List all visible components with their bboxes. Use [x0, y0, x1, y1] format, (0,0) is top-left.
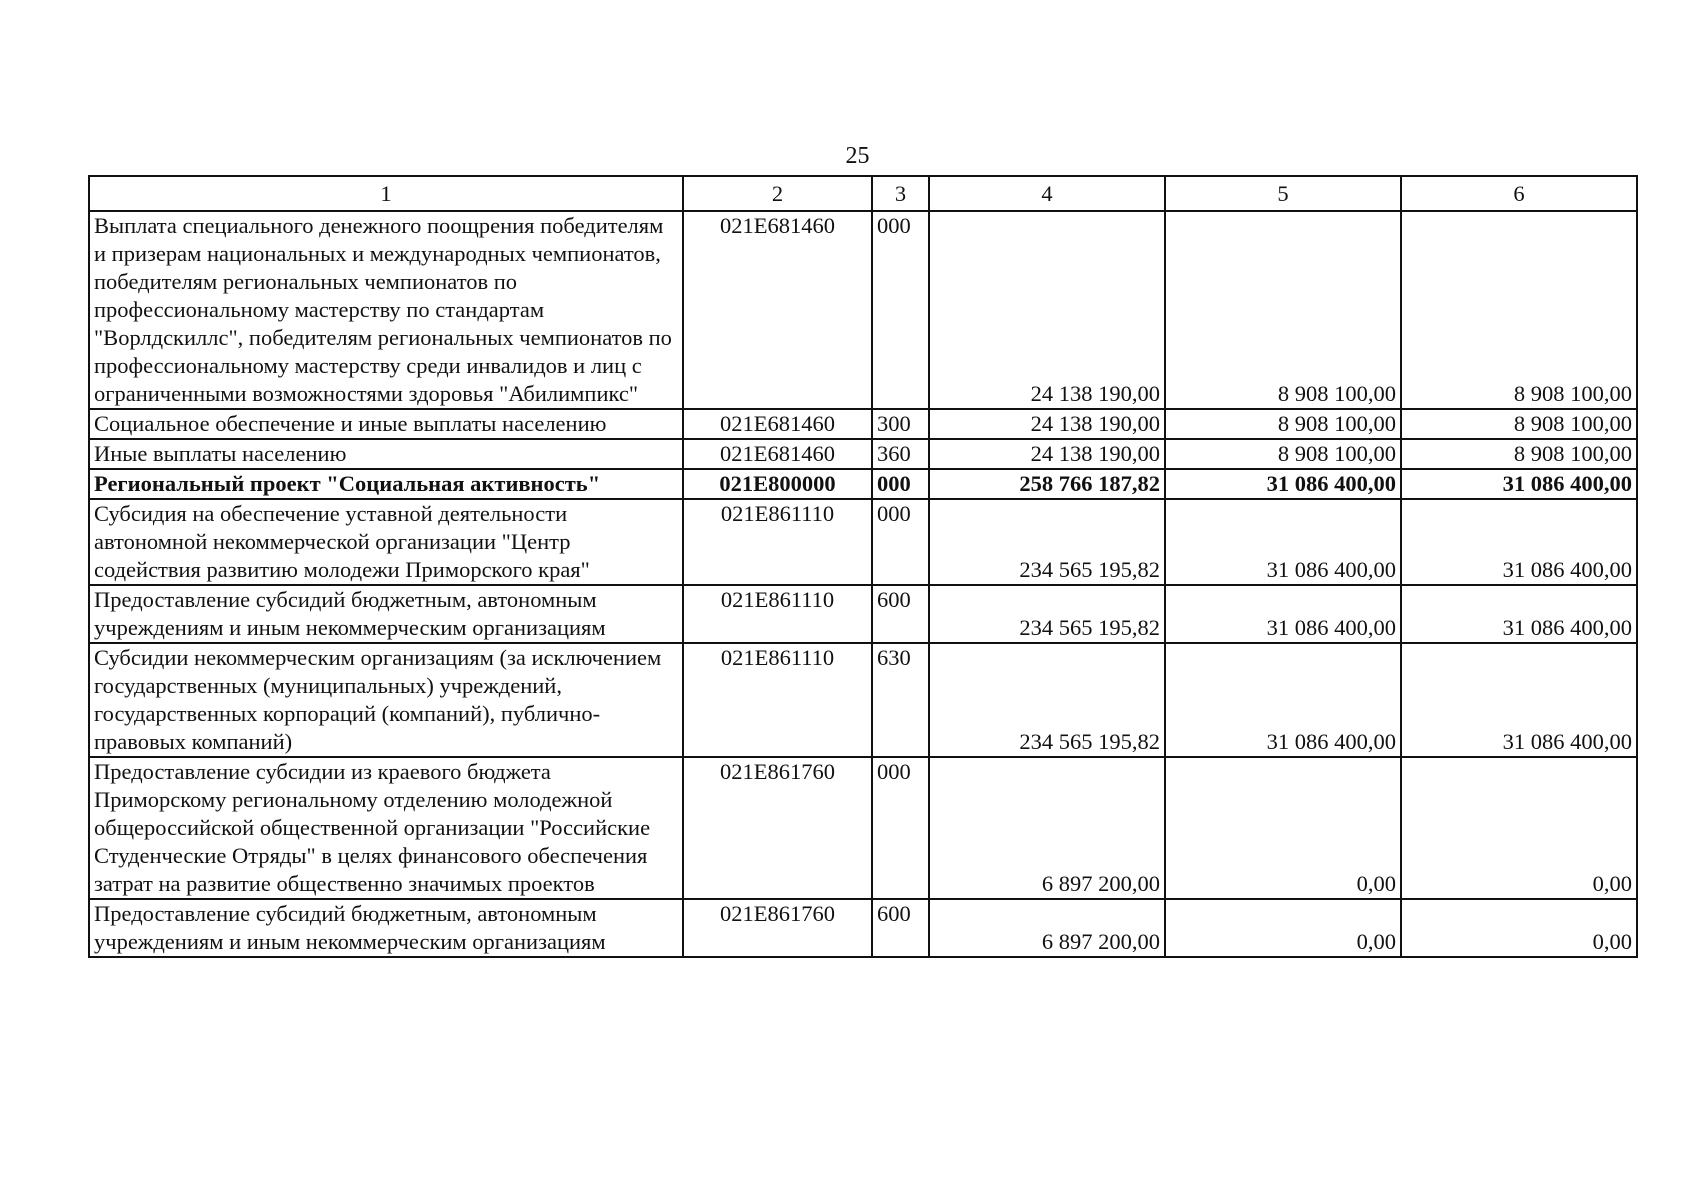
amount-col-6: 0,00	[1401, 899, 1637, 957]
target-code: 021Е861760	[683, 899, 872, 957]
target-code: 021Е861760	[683, 757, 872, 899]
table-row	[89, 499, 1637, 585]
expense-kind: 000	[872, 469, 929, 499]
amount-col-5: 8 908 100,00	[1165, 439, 1401, 469]
row-name: Региональный проект "Социальная активность"	[89, 469, 683, 499]
column-number: 6	[1401, 176, 1637, 211]
target-code: 021Е681460	[683, 439, 872, 469]
expense-kind: 000	[872, 499, 929, 585]
row-name: Субсидии некоммерческим организациям (за исключением государственных (муниципальных) учреждений, государственных корпораций (компаний), публично-правовых компаний)	[89, 643, 683, 757]
column-number-row	[89, 176, 1637, 211]
amount-col-4: 258 766 187,82	[929, 469, 1165, 499]
amount-col-6: 31 086 400,00	[1401, 643, 1637, 757]
amount-col-5: 31 086 400,00	[1165, 643, 1401, 757]
target-code: 021Е681460	[683, 211, 872, 409]
amount-col-4: 234 565 195,82	[929, 499, 1165, 585]
amount-col-4: 6 897 200,00	[929, 757, 1165, 899]
expense-kind: 300	[872, 409, 929, 439]
row-name: Субсидия на обеспечение уставной деятельности автономной некоммерческой организации "Центр содействия развитию молодежи Приморского края"	[89, 499, 683, 585]
amount-col-5: 8 908 100,00	[1165, 211, 1401, 409]
target-code: 021Е861110	[683, 585, 872, 643]
amount-col-6: 31 086 400,00	[1401, 499, 1637, 585]
table-row	[89, 439, 1637, 469]
amount-col-4: 24 138 190,00	[929, 439, 1165, 469]
column-number: 3	[872, 176, 929, 211]
expense-kind: 600	[872, 585, 929, 643]
expense-kind: 630	[872, 643, 929, 757]
amount-col-4: 6 897 200,00	[929, 899, 1165, 957]
amount-col-5: 31 086 400,00	[1165, 469, 1401, 499]
amount-col-5: 0,00	[1165, 757, 1401, 899]
expense-kind: 000	[872, 757, 929, 899]
amount-col-6: 0,00	[1401, 757, 1637, 899]
page-number: 25	[845, 143, 870, 169]
row-name: Предоставление субсидий бюджетным, автономным учреждениям и иным некоммерческим организациям	[89, 585, 683, 643]
amount-col-5: 31 086 400,00	[1165, 499, 1401, 585]
table-row	[89, 211, 1637, 409]
expense-kind: 600	[872, 899, 929, 957]
row-name: Предоставление субсидий бюджетным, автономным учреждениям и иным некоммерческим организациям	[89, 899, 683, 957]
table-row	[89, 643, 1637, 757]
table-row-project-total	[89, 469, 1637, 499]
column-number: 1	[89, 176, 683, 211]
budget-table	[88, 175, 1638, 958]
target-code: 021Е681460	[683, 409, 872, 439]
column-number: 5	[1165, 176, 1401, 211]
amount-col-4: 24 138 190,00	[929, 409, 1165, 439]
column-number: 2	[683, 176, 872, 211]
amount-col-6: 31 086 400,00	[1401, 469, 1637, 499]
amount-col-6: 31 086 400,00	[1401, 585, 1637, 643]
amount-col-6: 8 908 100,00	[1401, 439, 1637, 469]
target-code: 021Е800000	[683, 469, 872, 499]
row-name: Предоставление субсидии из краевого бюджета Приморскому региональному отделению молодежной общероссийской общественной организации "Российские Студенческие Отряды" в целях финансового обеспечения затрат на развитие общественно значимых проектов	[89, 757, 683, 899]
table-row	[89, 585, 1637, 643]
amount-col-6: 8 908 100,00	[1401, 409, 1637, 439]
column-number: 4	[929, 176, 1165, 211]
expense-kind: 000	[872, 211, 929, 409]
amount-col-4: 234 565 195,82	[929, 585, 1165, 643]
row-name: Социальное обеспечение и иные выплаты населению	[89, 409, 683, 439]
table-row	[89, 757, 1637, 899]
amount-col-6: 8 908 100,00	[1401, 211, 1637, 409]
target-code: 021Е861110	[683, 643, 872, 757]
target-code: 021Е861110	[683, 499, 872, 585]
amount-col-4: 234 565 195,82	[929, 643, 1165, 757]
row-name: Выплата специального денежного поощрения победителям и призерам национальных и международных чемпионатов, победителям региональных чемпионатов по профессиональному мастерству по стандартам "Ворлдскиллс", победителям региональных чемпионатов по профессиональному мастерству среди инвалидов и лиц с ограниченными возможностями здоровья "Абилимпикс"	[89, 211, 683, 409]
amount-col-5: 8 908 100,00	[1165, 409, 1401, 439]
row-name: Иные выплаты населению	[89, 439, 683, 469]
amount-col-4: 24 138 190,00	[929, 211, 1165, 409]
expense-kind: 360	[872, 439, 929, 469]
table-row	[89, 409, 1637, 439]
amount-col-5: 0,00	[1165, 899, 1401, 957]
table-row	[89, 899, 1637, 957]
amount-col-5: 31 086 400,00	[1165, 585, 1401, 643]
